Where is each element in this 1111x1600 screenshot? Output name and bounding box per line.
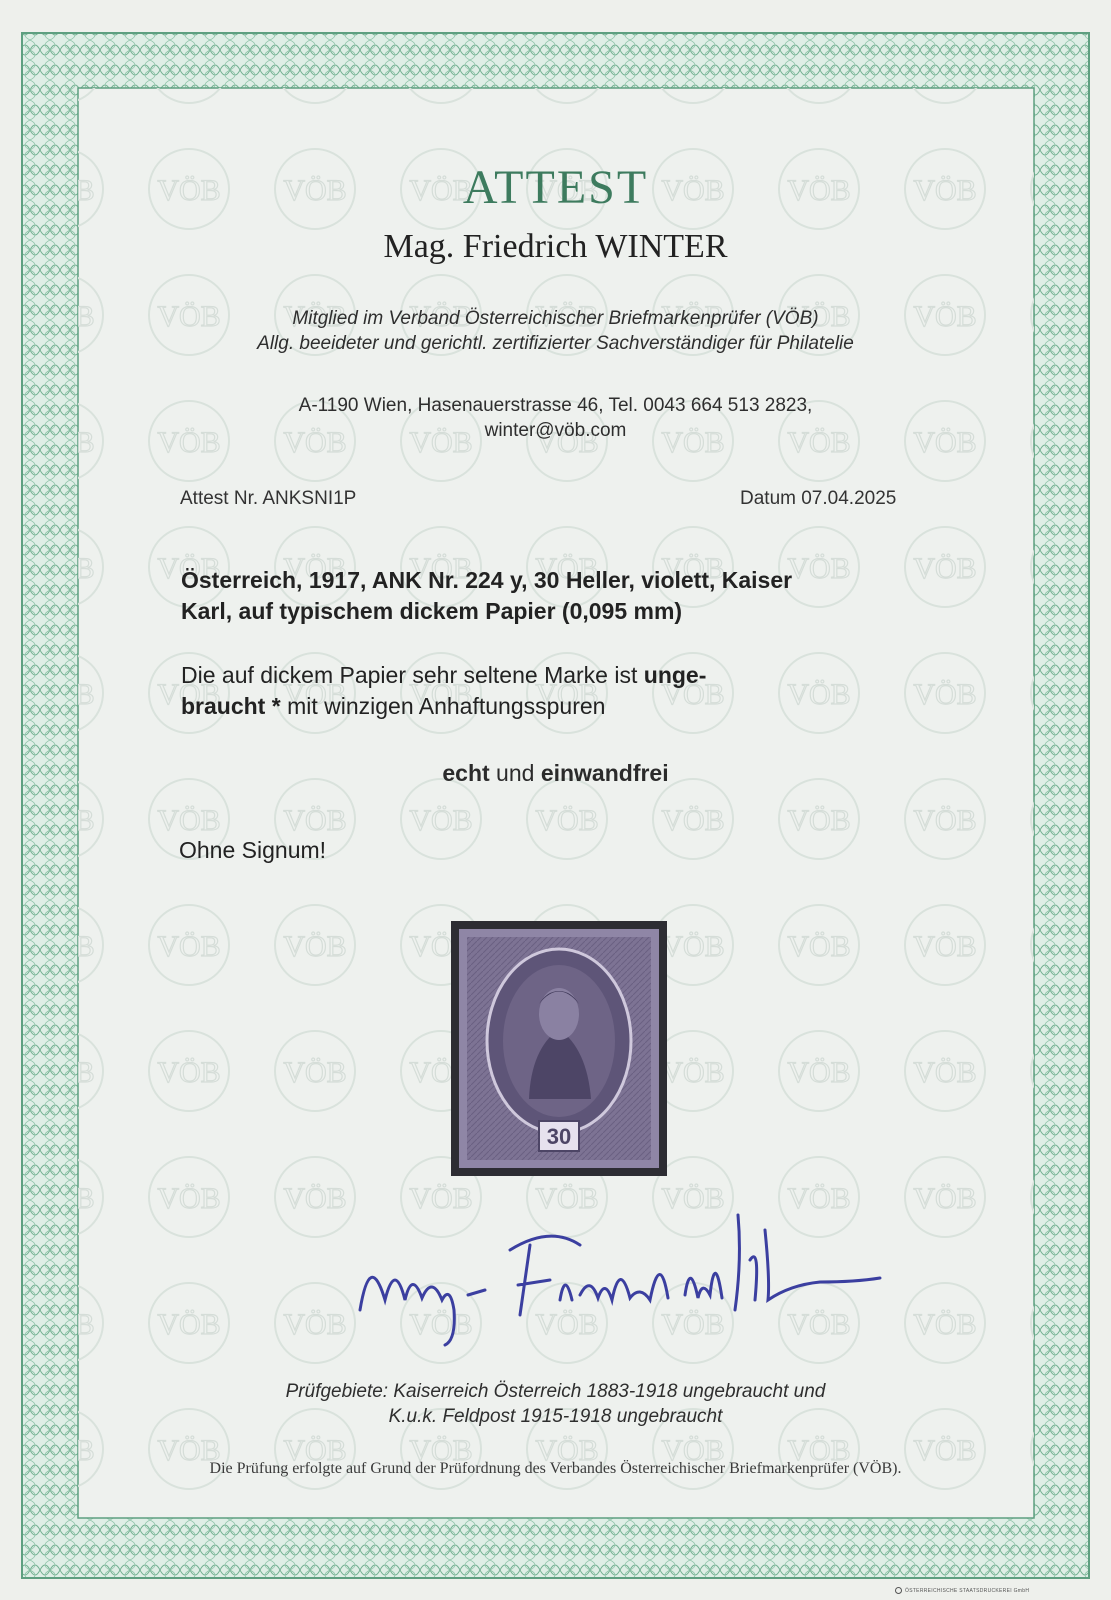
stamp-image xyxy=(459,929,659,1168)
verdict xyxy=(0,760,1111,787)
test-areas-line: K.u.k. Feldpost 1915-1918 ungebraucht xyxy=(388,1406,723,1427)
attest-number: Attest Nr. ANKSNI1P xyxy=(180,488,357,509)
verdict-faultless: einwandfrei xyxy=(540,760,669,786)
printer-imprint: ÖSTERREICHISCHE STAATSDRUCKEREI GmbH xyxy=(905,1588,1030,1594)
membership-line: Mitglied im Verband Österreichischer Briefmarkenprüfer (VÖB) xyxy=(292,308,819,329)
verdict-genuine: echt xyxy=(442,760,490,786)
certificate-date: Datum 07.04.2025 xyxy=(740,488,897,509)
expert-name: Mag. Friedrich WINTER xyxy=(383,228,728,265)
qualification-line: Allg. beeideter und gerichtl. zertifizierter Sachverständiger für Philatelie xyxy=(257,333,854,354)
description-line: Karl, auf typischem dickem Papier (0,095 mm) xyxy=(181,598,683,624)
condition-text: mit winzigen Anhaftungsspuren xyxy=(280,693,606,719)
copyright-icon xyxy=(895,1587,902,1594)
stamp-photo xyxy=(451,921,667,1176)
stamp-description xyxy=(181,565,941,627)
signum-note: Ohne Signum! xyxy=(179,837,327,863)
condition-text: Die auf dickem Papier sehr seltene Marke ist xyxy=(181,662,644,688)
address-line: A-1190 Wien, Hasenauerstrasse 46, Tel. 0043 664 513 2823, xyxy=(298,395,813,416)
certificate-title: ATTEST xyxy=(462,161,649,214)
condition-emphasis: braucht * xyxy=(181,693,281,719)
test-areas-line: Prüfgebiete: Kaiserreich Österreich 1883-1918 ungebraucht und xyxy=(285,1381,826,1402)
verdict-and: und xyxy=(489,760,541,786)
description-line: Österreich, 1917, ANK Nr. 224 y, 30 Heller, violett, Kaiser xyxy=(181,567,793,593)
stamp-value: 30 xyxy=(546,1124,572,1149)
condition-statement xyxy=(181,660,941,722)
condition-emphasis: unge- xyxy=(643,662,707,688)
handwritten-signature xyxy=(350,1190,890,1380)
footnote: Die Prüfung erfolgte auf Grund der Prüfordnung des Verbandes Österreichischer Briefmarkenprüfer (VÖB). xyxy=(209,1460,902,1477)
email-line: winter@vöb.com xyxy=(484,420,627,441)
